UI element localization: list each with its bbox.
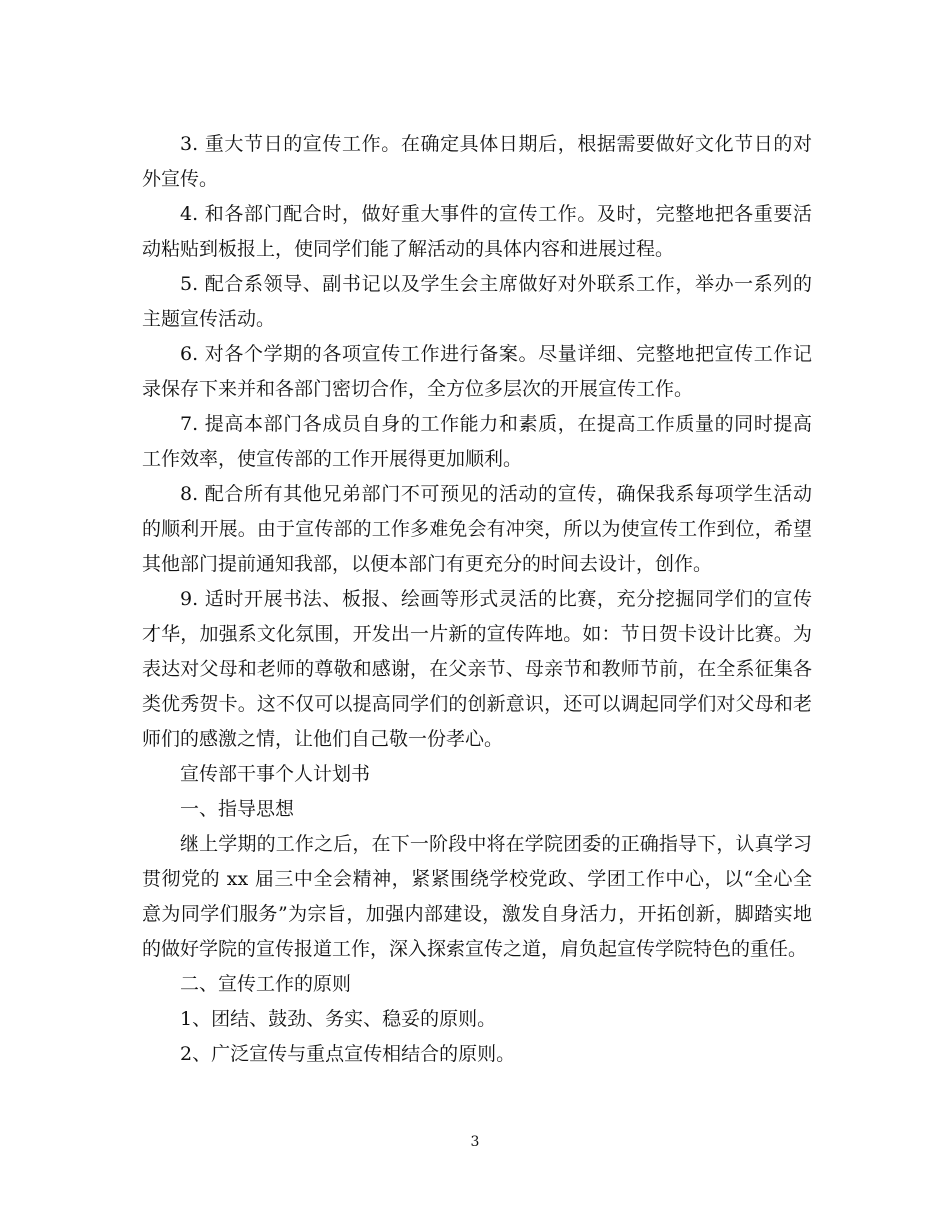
section-heading-guiding-thought: 一、指导思想 xyxy=(180,798,295,820)
paragraph-item-3: 3. 重大节日的宣传工作。在确定具体日期后，根据需要做好文化节日的对外宣传。 xyxy=(142,133,812,190)
document-body xyxy=(142,127,812,1072)
principle-item-1: 1、团结、鼓劲、务实、稳妥的原则。 xyxy=(180,1008,497,1030)
section-heading-plan-title: 宣传部干事个人计划书 xyxy=(180,763,371,785)
paragraph-item-6: 6. 对各个学期的各项宣传工作进行备案。尽量详细、完整地把宣传工作记录保存下来并和各部门密切合作，全方位多层次的开展宣传工作。 xyxy=(142,343,812,400)
paragraph-item-5: 5. 配合系领导、副书记以及学生会主席做好对外联系工作，举办一系列的主题宣传活动。 xyxy=(142,273,812,330)
section-heading-principles: 二、宣传工作的原则 xyxy=(180,973,352,995)
paragraph-item-9: 9. 适时开展书法、板报、绘画等形式灵活的比赛，充分挖掘同学们的宣传才华，加强系文化氛围，开发出一片新的宣传阵地。如：节日贺卡设计比赛。为表达对父母和老师的尊敬和感谢，在父亲节、母亲节和教师节前，在全系征集各类优秀贺卡。这不仅可以提高同学们的创新意识，还可以调起同学们对父母和老师们的感激之情，让他们自己敬一份孝心。 xyxy=(142,588,812,750)
paragraph-item-4: 4. 和各部门配合时，做好重大事件的宣传工作。及时，完整地把各重要活动粘贴到板报上，使同学们能了解活动的具体内容和进展过程。 xyxy=(142,203,812,260)
principle-item-2: 2、广泛宣传与重点宣传相结合的原则。 xyxy=(180,1043,516,1065)
paragraph-guiding-thought: 继上学期的工作之后，在下一阶段中将在学院团委的正确指导下，认真学习贯彻党的 xx 届三中全会精神，紧紧围绕学校党政、学团工作中心，以“全心全意为同学们服务”为宗旨，加强内部建设，激发自身活力，开拓创新，脚踏实地的做好学院的宣传报道工作，深入探索宣传之道，肩负起宣传学院特色的重任。 xyxy=(142,833,812,960)
paragraph-item-8: 8. 配合所有其他兄弟部门不可预见的活动的宣传，确保我系每项学生活动的顺利开展。由于宣传部的工作多难免会有冲突，所以为使宣传工作到位，希望其他部门提前通知我部，以便本部门有更充分的时间去设计，创作。 xyxy=(142,483,812,575)
paragraph-item-7: 7. 提高本部门各成员自身的工作能力和素质，在提高工作质量的同时提高工作效率，使宣传部的工作开展得更加顺利。 xyxy=(142,413,812,470)
page-number: 3 xyxy=(470,1134,480,1150)
